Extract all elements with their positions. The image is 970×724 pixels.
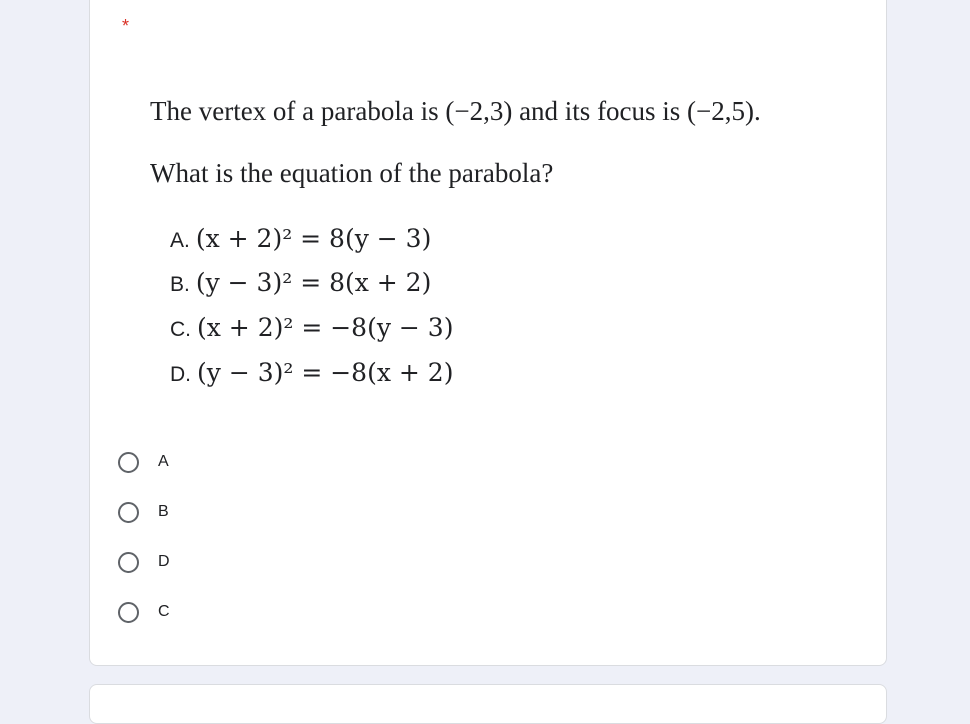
question-text-prompt: What is the equation of the parabola?	[150, 158, 554, 188]
radio-button-icon[interactable]	[118, 502, 139, 523]
radio-choice-b[interactable]	[118, 498, 169, 526]
option-equation: (y − 3)² = −8(x + 2)	[197, 358, 454, 387]
radio-button-icon[interactable]	[118, 452, 139, 473]
option-letter: A.	[170, 229, 190, 252]
option-letter: B.	[170, 273, 190, 296]
radio-choice-label[interactable]: D	[158, 553, 170, 570]
radio-choice-label[interactable]: C	[158, 603, 170, 620]
radio-choice-a[interactable]	[118, 448, 169, 476]
radio-button-icon[interactable]	[118, 602, 139, 623]
option-equation: (x + 2)² = 8(y − 3)	[195, 224, 432, 253]
option-equation: (x + 2)² = −8(y − 3)	[197, 313, 454, 342]
radio-choice-d[interactable]	[118, 548, 170, 576]
radio-choice-label[interactable]: B	[158, 503, 169, 520]
option-statement-d	[170, 358, 453, 387]
radio-choice-label[interactable]: A	[158, 453, 169, 470]
option-letter: D.	[170, 363, 191, 386]
radio-button-icon[interactable]	[118, 552, 139, 573]
required-marker: *	[122, 16, 130, 36]
option-statement-b	[170, 268, 431, 297]
option-equation: (y − 3)² = 8(x + 2)	[195, 268, 432, 297]
option-statement-c	[170, 313, 453, 342]
question-text-vertex-focus: The vertex of a parabola is (−2,3) and its focus is (−2,5).	[150, 96, 761, 126]
option-statement-a	[170, 224, 431, 253]
radio-choice-c[interactable]	[118, 598, 170, 626]
next-question-card	[89, 684, 887, 724]
option-letter: C.	[170, 318, 191, 341]
